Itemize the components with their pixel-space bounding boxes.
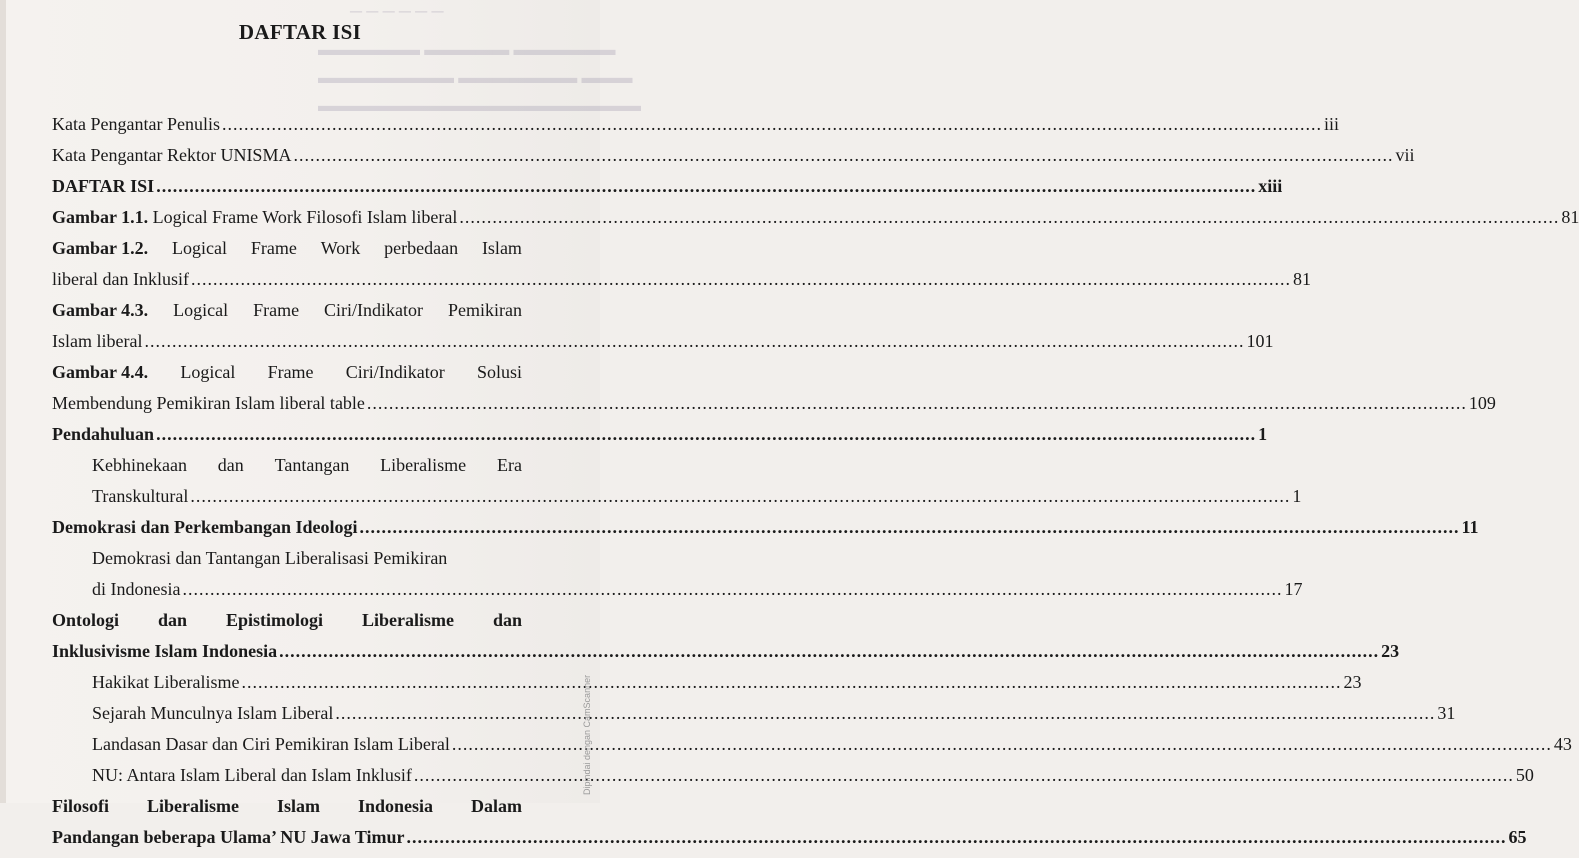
toc-entry-label: Membendung Pemikiran Islam liberal table (52, 393, 365, 413)
toc-entry (52, 765, 1534, 796)
toc-page-number: 1 (1258, 424, 1268, 444)
dot-leader (367, 393, 1467, 414)
dot-leader (414, 765, 1514, 786)
figure-number: Gambar 4.4. (52, 362, 149, 382)
toc-word: perbedaan (384, 238, 459, 258)
toc-word: Islam (481, 238, 522, 258)
toc-page-number: vii (1395, 145, 1415, 165)
toc-word: Logical (180, 362, 236, 382)
toc-entry-label: Inklusivisme Islam Indonesia (52, 641, 278, 661)
toc-entry-label: liberal dan Inklusif (52, 269, 189, 289)
toc-word: Liberalisme (146, 796, 239, 816)
toc-entry-label: NU: Antara Islam Liberal dan Islam Inklusif (92, 765, 412, 785)
toc-entry-label: Islam liberal (52, 331, 143, 351)
toc-word: Islam (276, 796, 320, 816)
toc-entry-line1 (52, 300, 522, 331)
dot-leader (335, 703, 1435, 724)
toc-entry-label: Pandangan beberapa Ulama’ NU Jawa Timur (52, 827, 405, 847)
toc-page-number: xiii (1258, 176, 1283, 196)
figure-number: Gambar 1.2. (52, 238, 149, 258)
toc-entry (52, 176, 1283, 207)
scanner-watermark: Dipindai dengan CamScanner (582, 674, 592, 795)
dot-leader (182, 579, 1282, 600)
toc-entry-line1 (52, 455, 522, 486)
toc-word: Liberalisme (361, 610, 454, 630)
dot-leader (156, 424, 1256, 445)
bleed-through-line: ▬▬▬▬▬▬▬▬ ▬▬▬▬▬▬▬ ▬▬▬ (318, 68, 633, 87)
toc-word: Frame (267, 362, 314, 382)
toc-word: dan (492, 610, 522, 630)
toc-word: Work (320, 238, 361, 258)
figure-number: Gambar 1.1. (52, 207, 149, 227)
toc-entry (52, 114, 1339, 145)
toc-word: Indonesia (357, 796, 434, 816)
toc-entry-line2 (52, 486, 1302, 517)
figure-caption: Logical Frame Work Filosofi Islam liberal (152, 207, 458, 227)
dot-leader (191, 269, 1291, 290)
toc-word: Filosofi (52, 796, 109, 816)
toc-word: dan (157, 610, 188, 630)
toc-word: dan (217, 455, 244, 475)
toc-page-number: 31 (1437, 703, 1456, 723)
dot-leader (156, 176, 1256, 197)
toc-entry-label: Hakikat Liberalisme (92, 672, 240, 692)
dot-leader (452, 734, 1552, 755)
toc-entry-label: DAFTAR ISI (52, 176, 155, 196)
dot-leader (190, 486, 1290, 507)
dot-leader (407, 827, 1507, 848)
toc-entry-line1 (52, 362, 522, 393)
toc-entry-label: Kata Pengantar Penulis (52, 114, 220, 134)
toc-page-number: 1 (1292, 486, 1302, 506)
dot-leader (144, 331, 1244, 352)
bleed-through-line: ▬▬▬▬▬▬▬▬▬▬▬▬▬▬▬▬▬▬▬ (318, 96, 641, 115)
toc-entry (52, 517, 1479, 548)
toc-entry-line2 (52, 641, 1400, 672)
page-edge (0, 0, 6, 803)
toc-word: Frame (253, 300, 300, 320)
toc-word: Pemikiran (448, 300, 522, 320)
toc-entry-line1 (52, 238, 522, 269)
toc-word: Tantangan (274, 455, 350, 475)
toc-page-number: 11 (1461, 517, 1479, 537)
toc-page-number: 50 (1515, 765, 1534, 785)
toc-word: Era (496, 455, 522, 475)
toc-entry-line2 (52, 331, 1274, 362)
toc-page-number: 17 (1284, 579, 1303, 599)
toc-page-number: 101 (1246, 331, 1274, 351)
toc-word: Liberalisme (380, 455, 467, 475)
toc-word: Ciri/Indikator (345, 362, 445, 382)
toc-word: Ciri/Indikator (324, 300, 424, 320)
toc-entry-label: di Indonesia (92, 579, 181, 599)
toc-word: Ontologi (52, 610, 120, 630)
toc-entry (52, 734, 1572, 765)
toc-entry-label: Pendahuluan (52, 424, 155, 444)
page-title: DAFTAR ISI (238, 20, 362, 44)
toc-entry-label: Demokrasi dan Tantangan Liberalisasi Pemikiran (92, 548, 448, 568)
toc-entry (52, 703, 1456, 734)
toc-word: Logical (172, 238, 228, 258)
toc-word: Dalam (471, 796, 522, 816)
toc-word: Logical (173, 300, 229, 320)
toc-entry (52, 145, 1415, 176)
toc-entry (52, 672, 1362, 703)
toc-page-number: 65 (1508, 827, 1527, 847)
toc-entry-line2 (52, 269, 1311, 300)
toc-entry (52, 207, 1579, 238)
toc-page-number: 43 (1553, 734, 1572, 754)
toc-word: Kebhinekaan (92, 455, 187, 475)
toc-entry (52, 424, 1268, 455)
dot-leader (241, 672, 1341, 693)
toc-entry-line1 (52, 610, 522, 641)
toc-entry-label: Kata Pengantar Rektor UNISMA (52, 145, 292, 165)
toc-page-number: 81 (1292, 269, 1311, 289)
toc-page-number: 23 (1343, 672, 1362, 692)
toc-page-number: 23 (1381, 641, 1400, 661)
bleed-through-line: ─ ─ ─ ─ ─ ─ (350, 2, 444, 21)
toc-word: Solusi (476, 362, 522, 382)
figure-number: Gambar 4.3. (52, 300, 149, 320)
dot-leader (459, 207, 1559, 228)
toc-entry-line1 (52, 796, 522, 827)
dot-leader (360, 517, 1460, 538)
toc-entry-label: Landasan Dasar dan Ciri Pemikiran Islam Liberal (92, 734, 450, 754)
toc-entry-line1 (52, 548, 522, 579)
toc-page-number: 109 (1468, 393, 1496, 413)
toc-entry-label: Sejarah Munculnya Islam Liberal (92, 703, 334, 723)
toc-entry-label: Transkultural (92, 486, 189, 506)
dot-leader (222, 114, 1322, 135)
toc-word: Frame (250, 238, 297, 258)
toc-entry-line2 (52, 393, 1496, 424)
dot-leader (293, 145, 1393, 166)
toc-entry-line2 (52, 827, 1527, 858)
toc-entry-line2 (52, 579, 1303, 610)
toc-page-number: iii (1323, 114, 1339, 134)
toc-page-number: 81 (1561, 207, 1579, 227)
bleed-through-line: ▬▬▬▬▬▬ ▬▬▬▬▬ ▬▬▬▬▬▬ (318, 40, 616, 59)
dot-leader (279, 641, 1379, 662)
toc-entry-label (52, 207, 457, 228)
toc-entry-label: Demokrasi dan Perkembangan Ideologi (52, 517, 358, 537)
toc-word: Epistimologi (225, 610, 323, 630)
